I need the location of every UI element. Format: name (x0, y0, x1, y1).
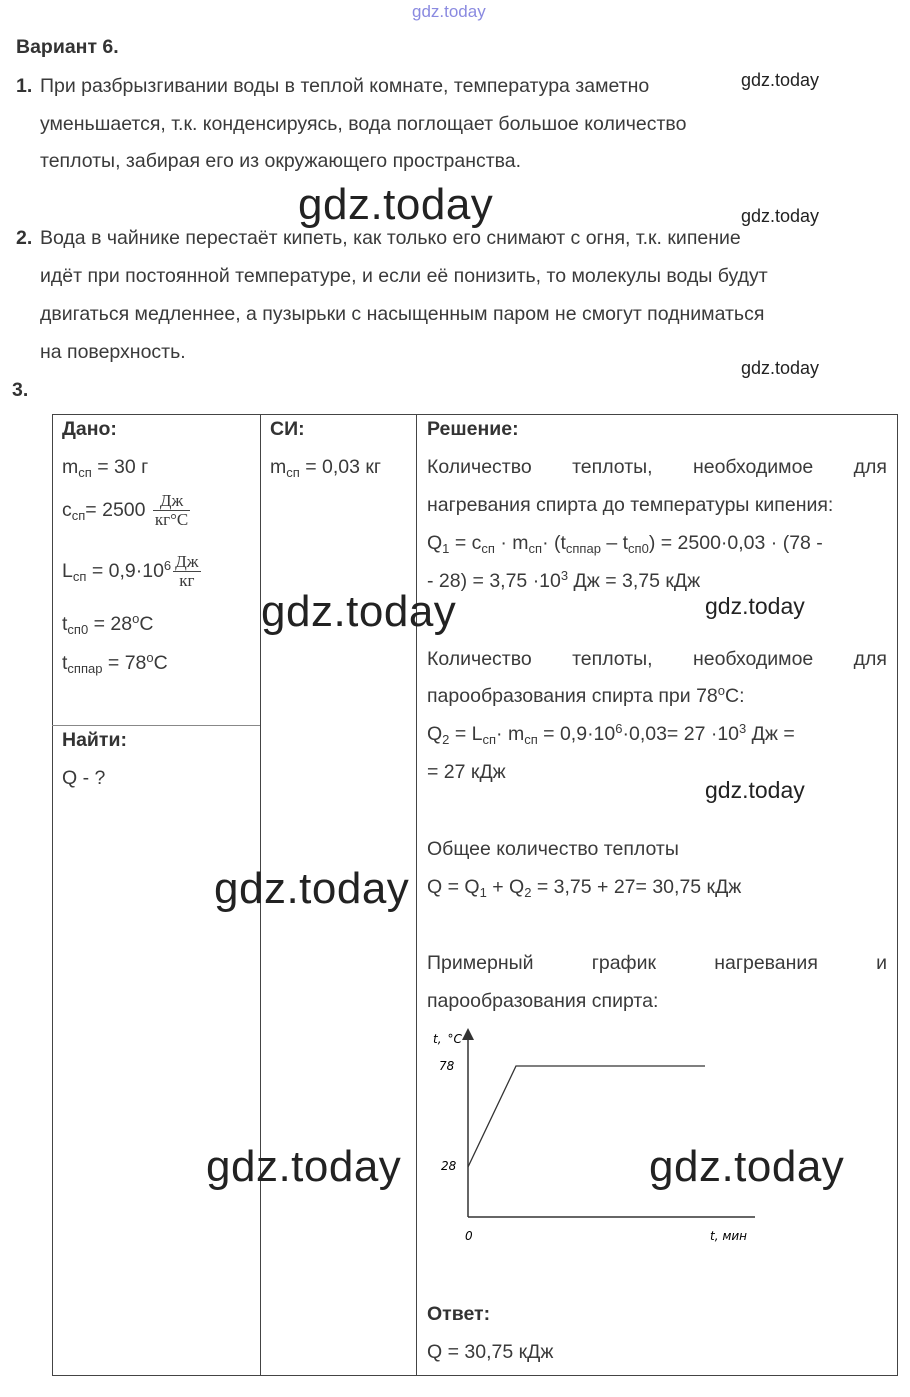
watermark: gdz.today (741, 206, 820, 226)
q1-line-1: При разбрызгивании воды в теплой комнате, температура заметно (40, 75, 650, 97)
solution-p1-line2: нагревания спирта до температуры кипения: (427, 494, 834, 516)
solution-p4-line1: Примерный график нагревания и (427, 952, 887, 974)
q2-number: 2. (16, 227, 33, 249)
given-header: Дано: (62, 418, 117, 440)
watermark: gdz.today (214, 864, 410, 913)
given-specific-heat: $c_{сп}= 2500$ $\frac{Дж}{кг^\circ C}$ (62, 491, 189, 529)
solution-p1-line1: Количество теплоты, необходимое для (427, 456, 887, 478)
formula-q-total: $Q = Q_1 + Q_2 = 3,75 + 27= 30,75$ кДж (427, 876, 742, 900)
solution-p2-line1: Количество теплоты, необходимое для (427, 648, 887, 670)
table-divider-si-solution (416, 414, 417, 1376)
answer-header: Ответ: (427, 1303, 491, 1325)
graph-y-label: t, °C (433, 1032, 462, 1046)
q2-line-3: двигаться медленнее, а пузырьки с насыщенным паром не смогут подниматься (40, 303, 765, 325)
given-boiling-temp: $t_{сппар} = 78^oC$ (62, 650, 168, 676)
solution-p2-line2: парообразования спирта при 78$^o$C: (427, 683, 745, 707)
watermark-top: gdz.today (412, 2, 486, 21)
find-value: Q - ? (62, 767, 106, 789)
answer-value: Q = 30,75 кДж (427, 1341, 554, 1363)
table-border-top (52, 414, 898, 415)
graph-origin-label: 0 (465, 1229, 473, 1243)
si-header: СИ: (270, 418, 305, 440)
watermark: gdz.today (741, 358, 820, 378)
given-initial-temp: $t_{сп0} = 28^oC$ (62, 611, 154, 637)
q1-line-2: уменьшается, т.к. конденсируясь, вода поглощает большое количество (40, 113, 687, 135)
q2-line-1: Вода в чайнике перестаёт кипеть, как только его снимают с огня, т.к. кипение (40, 227, 741, 249)
si-mass: $m_{сп} = 0,03$ кг (270, 456, 382, 480)
table-border-left (52, 414, 53, 1376)
watermark: gdz.today (298, 180, 494, 229)
watermark: gdz.today (741, 70, 820, 90)
given-latent-heat: $L_{сп} = 0,9\cdot 10^6$ $\frac{Дж}{кг}$ (62, 552, 199, 590)
watermark: gdz.today (206, 1142, 402, 1191)
formula-q1: $Q_1 = c_{сп} \cdot m_{сп}\cdot (t_{сппар} - t_{сп0}) = 2500\cdot 0,03 \cdot (78$ - (427, 532, 823, 556)
solution-p3: Общее количество теплоты (427, 838, 679, 860)
table-border-right (897, 414, 898, 1376)
find-header: Найти: (62, 729, 127, 751)
solution-header: Решение: (427, 418, 519, 440)
formula-q2-result: = 27 кДж (427, 761, 506, 783)
page-title: Вариант 6. (16, 36, 119, 58)
q2-line-2: идёт при постоянной температуре, и если её понизить, то молекулы воды будут (40, 265, 768, 287)
formula-q2: $Q_2 = L_{сп}\cdot m_{сп} = 0,9\cdot 10^6\cdot 0,03= 27 \cdot 10^3$ Дж = (427, 721, 795, 747)
graph-x-label: t, мин (710, 1229, 748, 1243)
watermark: gdz.today (705, 593, 805, 619)
graph-tick-78: 78 (439, 1059, 455, 1073)
given-find-divider (52, 725, 260, 726)
formula-q1-result: - $28) = 3,75 \cdot 10^3$ Дж = 3,75 кДж (427, 568, 701, 592)
q3-number: 3. (12, 379, 29, 401)
watermark: gdz.today (705, 777, 805, 803)
given-mass: $m_{сп} = 30$ г (62, 456, 149, 480)
heating-graph (425, 1022, 770, 1257)
solution-p4-line2: парообразования спирта: (427, 990, 659, 1012)
q1-number: 1. (16, 75, 33, 97)
graph-tick-28: 28 (441, 1159, 457, 1173)
watermark: gdz.today (261, 587, 457, 636)
watermark: gdz.today (649, 1142, 845, 1191)
q1-line-3: теплоты, забирая его из окружающего пространства. (40, 150, 522, 172)
q2-line-4: на поверхность. (40, 341, 186, 363)
table-border-bottom (52, 1375, 898, 1376)
